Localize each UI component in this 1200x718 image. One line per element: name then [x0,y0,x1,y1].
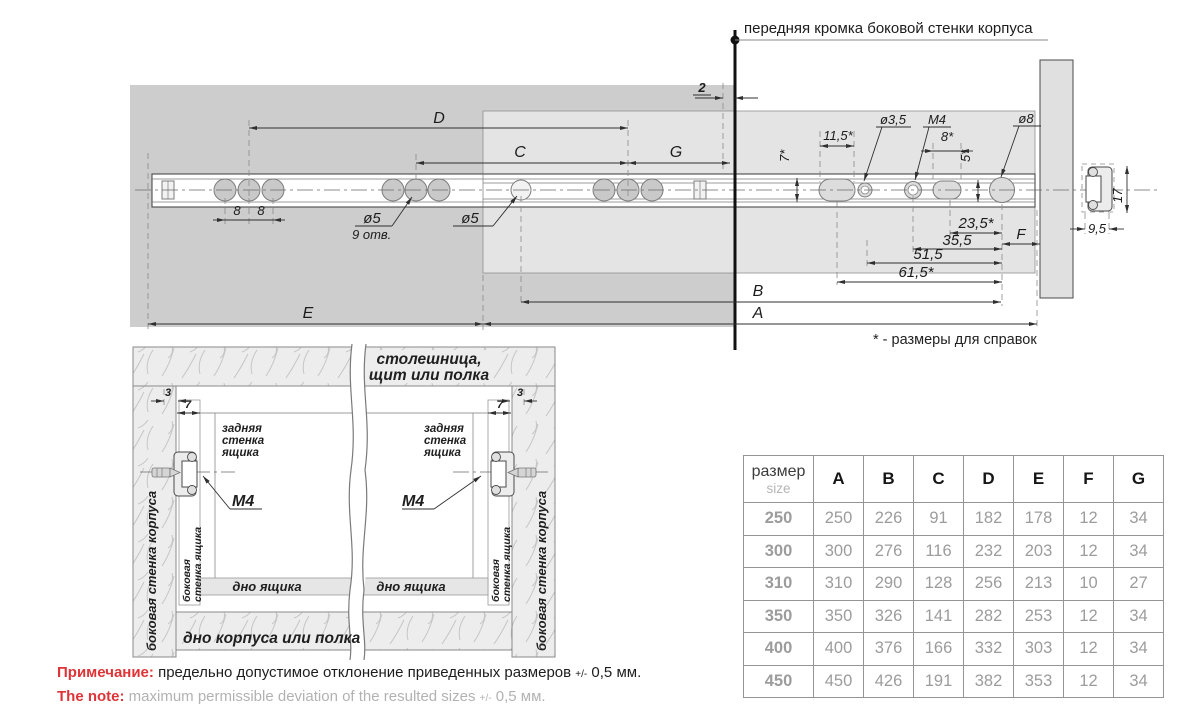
cell-E: 353 [1014,665,1064,698]
note-en-text: maximum permissible deviation of the resulted sizes [128,688,476,705]
dim-E: E [302,305,314,322]
row-size: 310 [744,568,814,601]
dim-115: 11,5* [823,128,853,143]
cell-F: 12 [1064,665,1114,698]
dim-8star: 8* [940,129,954,144]
top-panel-label-1: столешница, [376,351,482,368]
cell-B: 276 [864,535,914,568]
table-row [744,633,1164,666]
rail-cross-section-detail [1070,164,1127,236]
header-col-G: G [1114,456,1164,503]
cell-F: 12 [1064,600,1114,633]
cell-A: 400 [814,633,864,666]
drawer-bottom-label-right: дно ящика [376,579,446,594]
cell-E: 203 [1014,535,1064,568]
header-size-en: size [766,480,791,496]
cell-B: 226 [864,503,914,536]
installation-section-view [133,344,555,660]
dim-B: B [752,283,764,300]
dim-235: 23,5* [958,215,994,232]
header-size-ru: размер [751,462,806,480]
cell-C: 191 [914,665,964,698]
cabinet-side-label-left: боковая стенка корпуса [144,490,159,651]
table-row [744,535,1164,568]
drawer-side-label-left-1: боковая [181,559,193,602]
cell-E: 303 [1014,633,1064,666]
row-size: 400 [744,633,814,666]
cell-G: 34 [1114,535,1164,568]
table-row [744,503,1164,536]
cabinet-bottom-label: дно корпуса или полка [183,630,361,647]
note-en [57,686,641,710]
drawer-side-label-left-2: стенка ящика [192,526,204,602]
size-table-header-row [744,456,1164,503]
dim-615: 61,5* [898,264,934,281]
dim-7-right: 7 [496,399,504,411]
table-row [744,568,1164,601]
header-col-B: B [864,456,914,503]
cell-C: 166 [914,633,964,666]
notes-block [57,662,641,710]
back-wall-label-right-1: задняя [424,423,464,435]
note-ru-label: Примечание: [57,664,154,681]
dim-2: 2 [698,80,706,95]
dim-7-left: 7 [184,399,192,411]
dim-355: 35,5 [942,232,972,249]
drawer-side-label-right-2: стенка ящика [501,526,513,602]
cell-G: 34 [1114,503,1164,536]
cell-D: 382 [964,665,1014,698]
cell-A: 310 [814,568,864,601]
cell-A: 350 [814,600,864,633]
cell-G: 34 [1114,633,1164,666]
front-edge-label: передняя кромка боковой стенки корпуса [744,20,1033,37]
dim-d8: ø8 [1018,111,1034,126]
note-ru-text: предельно допустимое отклонение приведенных размеров [158,664,572,681]
dim-7star: 7* [777,149,792,162]
cell-E: 178 [1014,503,1064,536]
cell-D: 332 [964,633,1014,666]
cell-G: 34 [1114,600,1164,633]
header-col-F: F [1064,456,1114,503]
row-size: 450 [744,665,814,698]
drawer-bottom-label-left: дно ящика [232,579,302,594]
m4-label-left: M4 [232,493,255,510]
dim-G: G [669,144,683,161]
table-row [744,665,1164,698]
header-col-C: C [914,456,964,503]
cell-B: 376 [864,633,914,666]
dim-d35: ø3,5 [879,112,907,127]
dim-d5-qty: 9 отв. [352,227,392,242]
dim-95: 9,5 [1087,221,1107,236]
cell-F: 12 [1064,633,1114,666]
header-size [744,456,814,503]
cell-C: 91 [914,503,964,536]
note-en-label: The note: [57,688,125,705]
cell-A: 450 [814,665,864,698]
cell-E: 213 [1014,568,1064,601]
dim-8a: 8 [233,203,241,218]
row-size: 350 [744,600,814,633]
cell-D: 182 [964,503,1014,536]
dim-A: A [752,305,764,322]
cell-F: 12 [1064,503,1114,536]
drawer-side-label-right-1: боковая [490,559,502,602]
back-wall-label-right-3: ящика [424,447,461,459]
top-panel [133,347,555,386]
cell-A: 300 [814,535,864,568]
back-wall-label-left-3: ящика [222,447,259,459]
note-ru [57,662,641,686]
note-ru-pm: +/- [575,669,588,680]
dim-5star: 5* [958,149,973,162]
cell-G: 27 [1114,568,1164,601]
note-en-pm: +/- [479,693,492,704]
cell-D: 256 [964,568,1014,601]
dim-C: C [514,144,526,161]
cabinet-side-wall-section [1040,60,1073,298]
table-row [744,600,1164,633]
cell-C: 141 [914,600,964,633]
top-panel-label-2: щит или полка [368,367,490,384]
dim-F: F [1016,226,1026,243]
dim-3-left: 3 [164,387,172,399]
dim-d5: ø5 [363,210,381,227]
cell-F: 10 [1064,568,1114,601]
cell-E: 253 [1014,600,1064,633]
cell-C: 116 [914,535,964,568]
dim-D: D [433,110,445,127]
dim-m4: M4 [927,112,947,127]
cell-B: 290 [864,568,914,601]
dim-d5b: ø5 [461,210,479,227]
cell-A: 250 [814,503,864,536]
back-wall-label-left-2: стенка [222,435,265,447]
back-wall-label-left-1: задняя [222,423,262,435]
cabinet-side-label-right: боковая стенка корпуса [534,490,549,651]
row-size: 250 [744,503,814,536]
header-col-E: E [1014,456,1064,503]
cell-D: 232 [964,535,1014,568]
note-ru-end: 0,5 мм. [591,664,642,681]
slide-side-view [130,20,1160,350]
note-en-end: 0,5 мм. [495,688,546,705]
cell-F: 12 [1064,535,1114,568]
footnote-reference-sizes: * - размеры для справок [873,332,1037,348]
row-size: 300 [744,535,814,568]
dim-8b: 8 [257,203,265,218]
cell-B: 326 [864,600,914,633]
header-col-D: D [964,456,1014,503]
header-col-A: A [814,456,864,503]
m4-label-right: M4 [402,493,425,510]
cell-C: 128 [914,568,964,601]
dim-515: 51,5 [913,246,943,263]
cell-D: 282 [964,600,1014,633]
dim-3-right: 3 [516,387,524,399]
size-table [743,455,1164,698]
cell-G: 34 [1114,665,1164,698]
cell-B: 426 [864,665,914,698]
dim-17: 17 [1110,188,1125,203]
back-wall-label-right-2: стенка [424,435,467,447]
